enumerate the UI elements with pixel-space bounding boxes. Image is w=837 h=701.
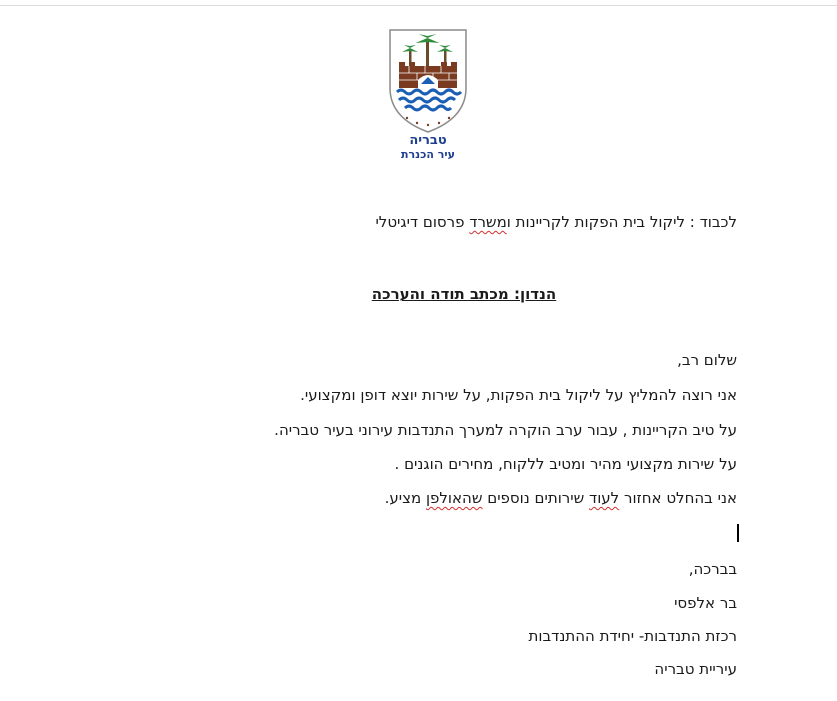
misspelled-word: משרד (469, 213, 507, 231)
city-logo (380, 26, 476, 134)
signer-org: עיריית טבריה (654, 660, 737, 678)
tiberias-emblem-icon (385, 26, 471, 134)
body-line-1: אני רוצה להמליץ על ליקול בית הפקות, על שירות יוצא דופן ומקצועי. (300, 386, 737, 404)
addressee-line (375, 213, 737, 231)
addressee-prefix: לכבוד : ליקול בית הפקות לקריינות ו (506, 213, 737, 231)
city-subtitle: עיר הכנרת (401, 148, 455, 161)
city-name: טבריה (409, 133, 447, 148)
body-line-4-part-c: מציע. (384, 489, 426, 507)
signer-name: בר אלפסי (674, 594, 737, 612)
misspelled-word: שהאולפן (425, 489, 483, 507)
greeting: שלום רב, (677, 351, 737, 369)
text-cursor[interactable] (737, 524, 739, 542)
body-line-4 (385, 489, 737, 507)
addressee-suffix: פרסום דיגיטלי (375, 213, 470, 231)
body-line-4-part-a: אני בהחלט אחזור (619, 489, 737, 507)
body-line-2: על טיב הקריינות , עבור ערב הוקרה למערך התנדבות עירוני בעיר טבריה. (274, 421, 737, 439)
subject-line: הנדון: מכתב תודה והערכה (371, 285, 557, 303)
closing: בברכה, (688, 560, 737, 578)
signer-title: רכזת התנדבות- יחידת ההתנדבות (528, 627, 737, 645)
misspelled-word: לעוד (589, 489, 620, 507)
body-line-4-part-b: שירותים נוספים (482, 489, 589, 507)
body-line-3: על שירות מקצועי מהיר ומטיב ללקוח, מחירים הוגנים . (394, 455, 737, 473)
